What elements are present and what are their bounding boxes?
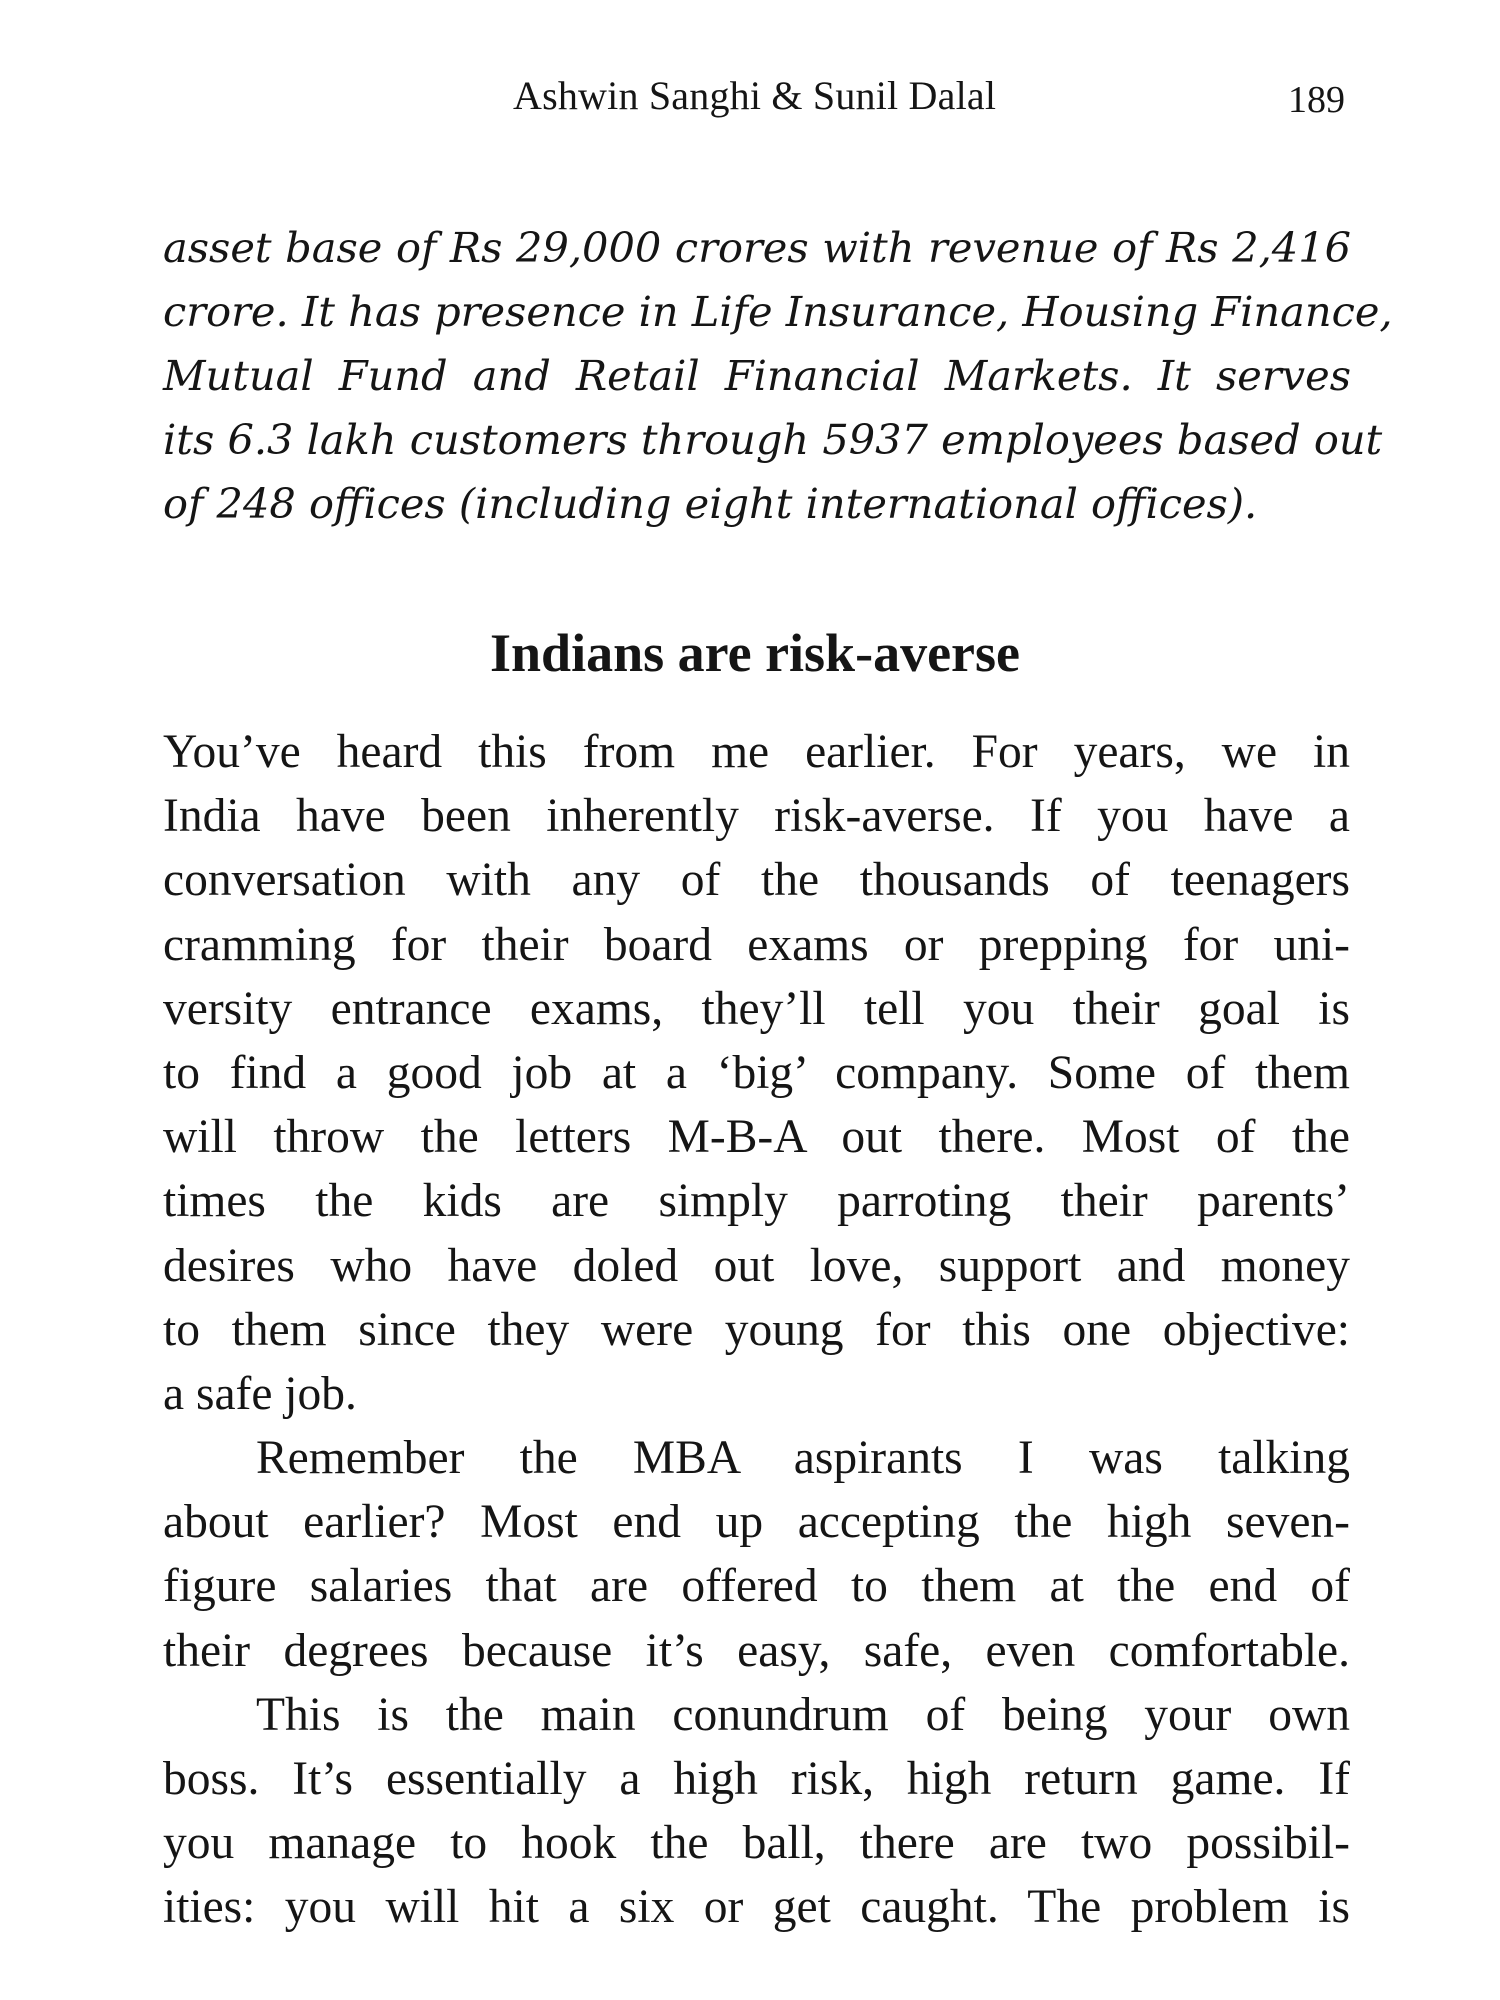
text-line: conversation with any of the thousands of teenagers bbox=[163, 854, 1350, 907]
italic-line: crore. It has presence in Life Insurance, Housing Finance, bbox=[163, 287, 1393, 336]
text-line: cramming for their board exams or prepping for uni- bbox=[163, 918, 1350, 971]
paragraph-1 bbox=[163, 720, 1350, 1426]
text-line: ities: you will hit a six or get caught. The problem is bbox=[163, 1881, 1350, 1934]
text-line: their degrees because it’s easy, safe, even comfortable. bbox=[163, 1624, 1350, 1677]
paragraph-2 bbox=[163, 1426, 1350, 1683]
italic-line: of 248 offices (including eight international offices). bbox=[163, 479, 1258, 528]
text-line: Remember the MBA aspirants I was talking bbox=[256, 1432, 1350, 1485]
text-line: you manage to hook the ball, there are two possibil- bbox=[163, 1817, 1350, 1870]
text-line: You’ve heard this from me earlier. For years, we in bbox=[163, 726, 1350, 778]
paragraph-3 bbox=[163, 1683, 1350, 1940]
italic-line: asset base of Rs 29,000 crores with revenue of Rs 2,416 bbox=[163, 223, 1351, 272]
body-text bbox=[163, 720, 1350, 1940]
company-description-italic bbox=[163, 216, 1393, 536]
text-line: versity entrance exams, they’ll tell you their goal is bbox=[163, 982, 1350, 1035]
section-heading: Indians are risk-averse bbox=[489, 623, 1020, 683]
running-head: Ashwin Sanghi & Sunil Dalal bbox=[513, 73, 997, 118]
italic-line: its 6.3 lakh customers through 5937 employees based out bbox=[163, 415, 1383, 464]
text-line: This is the main conundrum of being your own bbox=[256, 1688, 1350, 1741]
text-line: to them since they were young for this one objective: bbox=[163, 1303, 1350, 1356]
page-number: 189 bbox=[1288, 79, 1345, 121]
text-line: will throw the letters M-B-A out there. Most of the bbox=[163, 1111, 1350, 1164]
text-line: desires who have doled out love, support and money bbox=[163, 1239, 1350, 1292]
text-line: India have been inherently risk-averse. If you have a bbox=[163, 790, 1350, 843]
text-line: figure salaries that are offered to them at the end of bbox=[163, 1560, 1350, 1613]
text-line: times the kids are simply parroting their parents’ bbox=[163, 1175, 1350, 1228]
text-line: a safe job. bbox=[163, 1367, 357, 1420]
text-line: to find a good job at a ‘big’ company. Some of them bbox=[163, 1046, 1350, 1099]
text-line: boss. It’s essentially a high risk, high return game. If bbox=[163, 1753, 1350, 1805]
italic-line: Mutual Fund and Retail Financial Markets. It serves bbox=[163, 351, 1351, 400]
text-line: about earlier? Most end up accepting the high seven- bbox=[163, 1496, 1350, 1549]
